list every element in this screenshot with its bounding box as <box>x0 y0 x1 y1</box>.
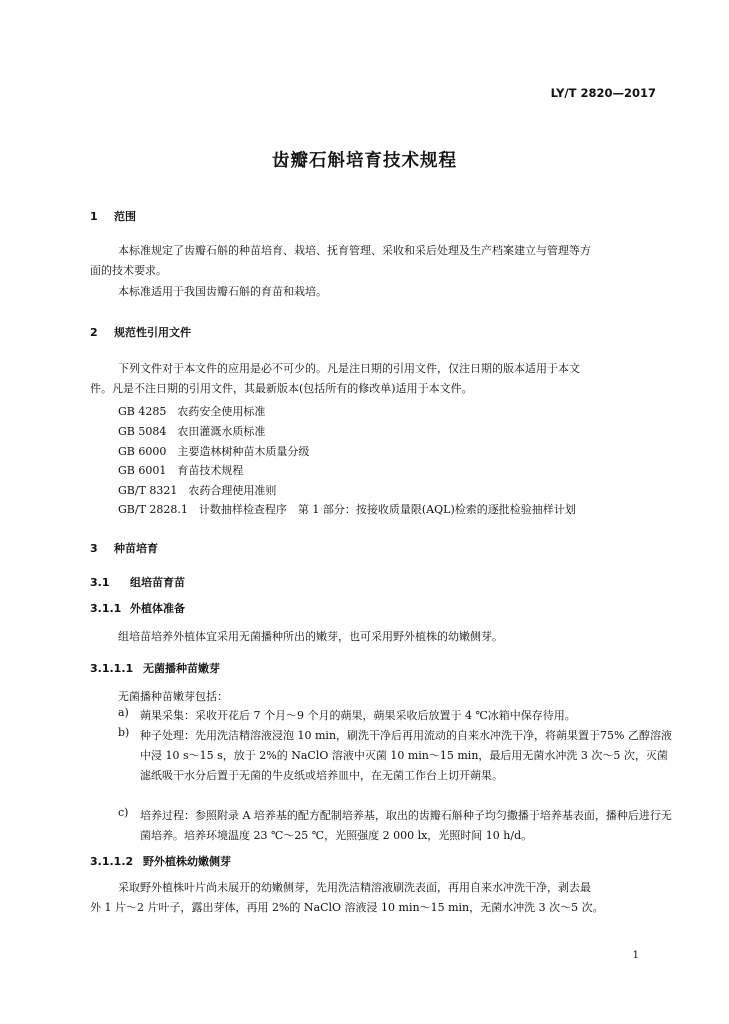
paragraph-line: 外 1 片～2 片叶子，露出芽体，再用 2%的 NaClO 溶液浸 10 min～15 min，无菌水冲洗 3 次～5 次。 <box>90 901 604 914</box>
section-title: 组培苗育苗 <box>130 576 185 589</box>
standard-code: LY/T 2820—2017 <box>550 86 656 100</box>
section-title: 野外植株幼嫩侧芽 <box>143 855 231 868</box>
reference-item: GB 6000 主要造林树种苗木质量分级 <box>118 445 310 458</box>
section-number: 3.1 <box>90 576 110 589</box>
list-item-text: 种子处理：先用洗洁精溶液浸泡 10 min，刷洗干净后再用流动的自来水冲洗干净，将蒴果置于75% 乙醇溶液中浸 10 s～15 s，放于 2%的 NaClO 溶液中灭菌 10 min～15 min，最后用无菌水冲洗 3 次～5 次，灭菌滤纸吸干水分后置于无菌的牛皮纸或培养皿中，在无菌工作台上切开蒴果。 <box>140 729 672 782</box>
section-3-1-1-1-heading <box>90 660 220 676</box>
section-3-1-1-heading <box>90 600 185 616</box>
list-intro: 无菌播种苗嫩芽包括： <box>118 690 228 703</box>
paragraph: 本标准适用于我国齿瓣石斛的育苗和栽培。 <box>118 285 327 298</box>
section-title: 无菌播种苗嫩芽 <box>143 662 220 675</box>
section-3-1-1-2-heading <box>90 853 231 869</box>
reference-item: GB 5084 农田灌溉水质标准 <box>118 425 266 438</box>
list-item-text: 培养过程：参照附录 A 培养基的配方配制培养基，取出的齿瓣石斛种子均匀撒播于培养基表面，播种后进行无菌培养。培养环境温度 23 ℃～25 ℃，光照强度 2 000 lx，光照时间 10 h/d。 <box>140 809 672 842</box>
section-number: 3.1.1.2 <box>90 855 134 868</box>
section-number: 3 <box>90 542 98 555</box>
section-3-1-heading <box>90 574 185 590</box>
section-number: 2 <box>90 326 98 339</box>
list-item <box>118 806 675 846</box>
paragraph: 组培苗培养外植体宜采用无菌播种所出的嫩芽，也可采用野外植株的幼嫩侧芽。 <box>118 630 503 643</box>
section-title: 范围 <box>114 210 136 223</box>
list-label: c) <box>118 806 129 819</box>
reference-item: GB/T 2828.1 计数抽样检查程序 第 1 部分：按接收质量限(AQL)检索的逐批检验抽样计划 <box>118 503 576 516</box>
section-2-heading <box>90 324 191 340</box>
reference-item: GB 4285 农药安全使用标准 <box>118 405 266 418</box>
section-3-heading <box>90 540 158 556</box>
paragraph-line: 面的技术要求。 <box>90 264 167 277</box>
reference-item: GB/T 8321 农药合理使用准则 <box>118 484 277 497</box>
list-label: b) <box>118 726 130 739</box>
list-item-text: 蒴果采集：采收开花后 7 个月～9 个月的蒴果，蒴果采收后放置于 4 ℃冰箱中保存待用。 <box>140 709 576 722</box>
section-number: 1 <box>90 210 98 223</box>
list-label: a) <box>118 706 129 719</box>
section-number: 3.1.1 <box>90 602 122 615</box>
section-title: 种苗培育 <box>114 542 158 555</box>
paragraph-line: 件。凡是不注日期的引用文件，其最新版本(包括所有的修改单)适用于本文件。 <box>90 382 473 395</box>
document-title: 齿瓣石斛培育技术规程 <box>272 151 457 171</box>
section-1-heading <box>90 208 136 224</box>
section-title: 外植体准备 <box>130 602 185 615</box>
paragraph-line: 下列文件对于本文件的应用是必不可少的。凡是注日期的引用文件，仅注日期的版本适用于本文 <box>118 362 580 375</box>
paragraph-line: 本标准规定了齿瓣石斛的种苗培育、栽培、抚育管理、采收和采后处理及生产档案建立与管理等方 <box>118 244 591 257</box>
reference-item: GB 6001 育苗技术规程 <box>118 464 244 477</box>
section-title: 规范性引用文件 <box>114 326 191 339</box>
page-number: 1 <box>632 950 639 961</box>
list-item <box>118 706 675 726</box>
list-item <box>118 726 675 786</box>
paragraph-line: 采取野外植株叶片尚未展开的幼嫩侧芽，先用洗洁精溶液刷洗表面，再用自来水冲洗干净，剥去最 <box>118 881 591 894</box>
section-number: 3.1.1.1 <box>90 662 134 675</box>
